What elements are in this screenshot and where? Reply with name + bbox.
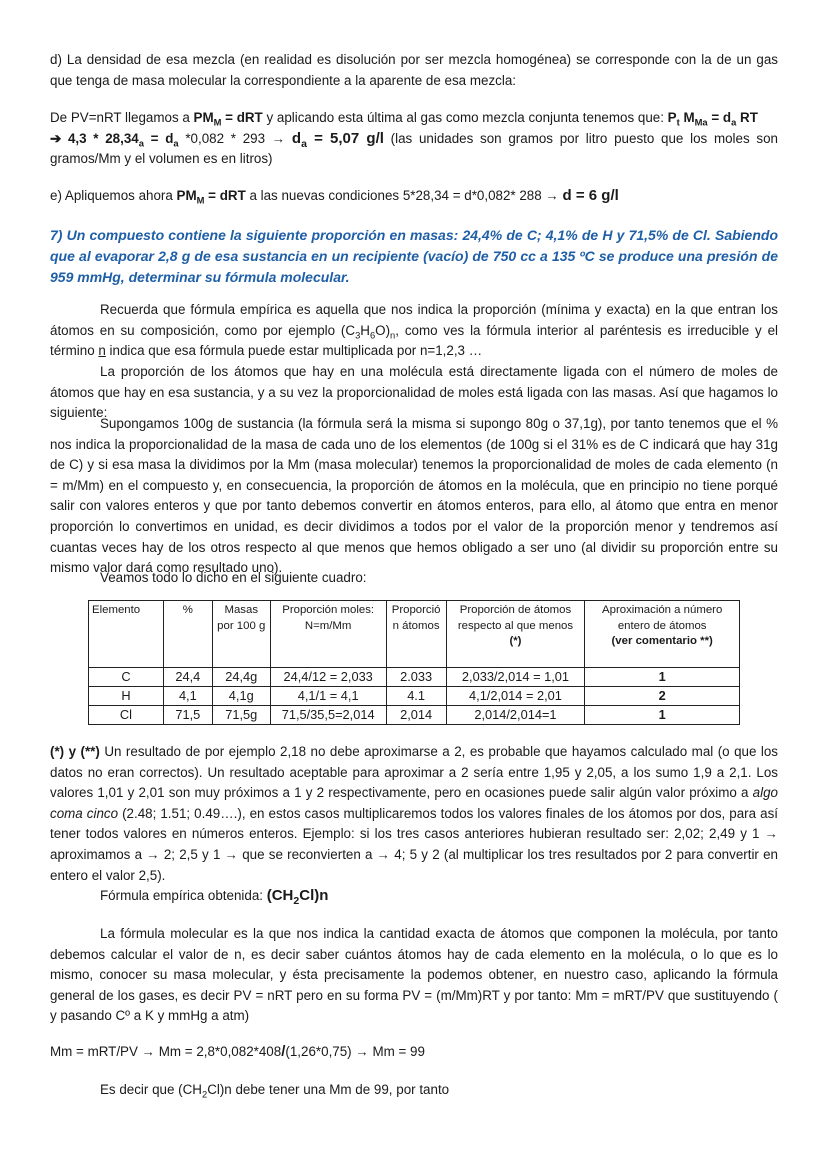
cell-percent: 24,4 bbox=[163, 668, 212, 687]
cell-element: Cl bbox=[89, 706, 164, 725]
cell-approximation: 1 bbox=[585, 706, 740, 725]
section-e: e) Apliquemos ahora $PM_M$ = dRT a las nuevas condiciones 5*28,34 = d*0,082* 288 → d = 6 g/l bbox=[50, 187, 619, 206]
cell-relative: 2,033/2,014 = 1,01 bbox=[446, 668, 585, 687]
header-percent: % bbox=[163, 601, 212, 668]
cell-moles: 4,1/1 = 4,1 bbox=[270, 687, 386, 706]
section-d-derivation: De PV=nRT llegamos a $PM_M$ = dRT y aplicando esta última al gas como mezcla conjunta tenemos que: $P_t$ $M_{Ma} = d_a$ RT ➔ $4,3 * 28,34_a = d_a$ $*0,082 * 293 \to d_a = 5,07$ g/l (las unidades son gramos por litro puesto que los moles son gramos/Mm y el volumen es en litros) bbox=[50, 110, 778, 167]
cell-moles: 24,4/12 = 2,033 bbox=[270, 668, 386, 687]
header-elemento: Elemento bbox=[89, 601, 164, 668]
empirical-formula-explanation: Recuerda que fórmula empírica es aquella que nos indica la proporción (mínima y exacta) en la que entran los átomos en su composición, como por ejemplo $(C_3H_6O)_n$, como ves la fórmula interior al paréntesis es irreducible y el término n indica que esa fórmula puede estar multiplicada por n=1,2,3 … bbox=[50, 302, 778, 359]
table-intro: Veamos todo lo dicho en el siguiente cuadro: bbox=[100, 570, 367, 585]
cell-mass: 4,1g bbox=[212, 687, 270, 706]
cell-atoms: 4.1 bbox=[386, 687, 446, 706]
header-aproximacion: Aproximación a número entero de átomos (ver comentario **) bbox=[585, 601, 740, 668]
header-proporcion-moles: Proporción moles: N=m/Mm bbox=[270, 601, 386, 668]
cell-approximation: 1 bbox=[585, 668, 740, 687]
cell-atoms: 2,014 bbox=[386, 706, 446, 725]
conclusion-line: Es decir que $(CH_2Cl)n$ debe tener una Mm de 99, por tanto bbox=[100, 1082, 450, 1100]
table-header-row bbox=[89, 601, 740, 668]
table-row bbox=[89, 706, 740, 725]
problem-7-statement: 7) Un compuesto contiene la siguiente proporción en masas: 24,4% de C; 4,1% de H y 71,5% de Cl. Sabiendo que al evaporar 2,8 g de esa sustancia en un recipiente (vacío) de 750 cc a 135 ºC se produce una presión de 959 mmHg, determinar su fórmula molecular. bbox=[50, 227, 778, 285]
empirical-formula-result: Fórmula empírica obtenida: $(CH_2Cl)n$ bbox=[100, 887, 329, 907]
cell-percent: 4,1 bbox=[163, 687, 212, 706]
section-d-intro: d) La densidad de esa mezcla (en realidad es disolución por ser mezcla homogénea) se corresponde con la de un gas que tenga de masa molecular la correspondiente a la aparente de esa mezcla: bbox=[50, 52, 778, 88]
cell-moles: 71,5/35,5=2,014 bbox=[270, 706, 386, 725]
cell-element: C bbox=[89, 668, 164, 687]
cell-relative: 4,1/2,014 = 2,01 bbox=[446, 687, 585, 706]
header-proporcion-atomos: Proporció n átomos bbox=[386, 601, 446, 668]
cell-percent: 71,5 bbox=[163, 706, 212, 725]
header-proporcion-relativa: Proporción de átomos respecto al que menos (*) bbox=[446, 601, 585, 668]
procedure-paragraph: Supongamos 100g de sustancia (la fórmula será la misma si supongo 80g o 37,1g), por tanto tenemos que el % nos indica la proporcionalidad de la masa de cada uno de los elementos (de 100g si el 31% es de C indicará que hay 31g de C) y si esa masa la dividimos por la Mm (masa molecular) tenemos la proporcionalidad de moles de cada elemento (n = m/Mm) en el compuesto y, en consecuencia, la proporción de átomos en la molécula, que en principio no tiene porqué salir con valores enteros y que por tanto debemos convertir en átomos enteros, para ello, al átomo que entra en menor proporción lo convertimos en unidad, es decir dividimos a todos por el valor de la proporción menor y tendremos así cuantas veces hay de los otros respecto al que menos que hemos obligado a ser uno (al dividir su proporción entre su mismo valor dará como resultado uno). bbox=[50, 416, 778, 576]
cell-approximation: 2 bbox=[585, 687, 740, 706]
cell-mass: 24,4g bbox=[212, 668, 270, 687]
molar-mass-equation: Mm = mRT/PV → Mm = 2,8*0,082*408/(1,26*0,75) → Mm = 99 bbox=[50, 1043, 425, 1060]
proportion-table bbox=[88, 600, 740, 725]
header-masas: Masas por 100 g bbox=[212, 601, 270, 668]
table-row bbox=[89, 687, 740, 706]
cell-atoms: 2.033 bbox=[386, 668, 446, 687]
molecular-formula-explanation: La fórmula molecular es la que nos indica la cantidad exacta de átomos que componen la molécula, por tanto debemos calcular el valor de n, es decir saber cuántos átomos hay de cada elemento en la molécula, o lo que es lo mismo, conocer su masa molecular, y ésta precisamente la podemos obtener, en nuestro caso, aplicando la fórmula general de los gases, es decir PV = nRT pero en su forma PV = (m/Mm)RT y por tanto: Mm = mRT/PV que sustituyendo ( y pasando Cº a K y mmHg a atm) bbox=[50, 926, 778, 1024]
cell-mass: 71,5g bbox=[212, 706, 270, 725]
table-row bbox=[89, 668, 740, 687]
cell-element: H bbox=[89, 687, 164, 706]
cell-relative: 2,014/2,014=1 bbox=[446, 706, 585, 725]
approximation-note: (*) y (**) Un resultado de por ejemplo 2,18 no debe aproximarse a 2, es probable que hayamos calculado mal (o que los datos no eran correctos). Un resultado aceptable para aproximar a 2 sería entre 1,95 y 2,05, a los sumo 1,9 a 2,1. Los valores 1,01 y 2,01 son muy próximos a 1 y 2 respectivamente, pero en ocasiones puede salir algún valor próximo a algo coma cinco (2.48; 1.51; 0.49….), en estos casos multiplicaremos todos los valores finales de los átomos por dos, para así tener todos valores en números enteros. Ejemplo: si los tres casos anteriores hubieran resultado ser: 2,02; 2,49 y 1 → aproximamos a → 2; 2,5 y 1 → que se reconvierten a → 4; 5 y 2 (al multiplicar los tres resultados por 2 para convertir en entero el valor 2,5). bbox=[50, 744, 779, 883]
atom-proportion-paragraph: La proporción de los átomos que hay en una molécula está directamente ligada con el número de moles de átomos que hay en esa sustancia, y a su vez la proporcionalidad de moles está ligada con las masas. Así que hagamos lo siguiente: bbox=[50, 364, 778, 421]
